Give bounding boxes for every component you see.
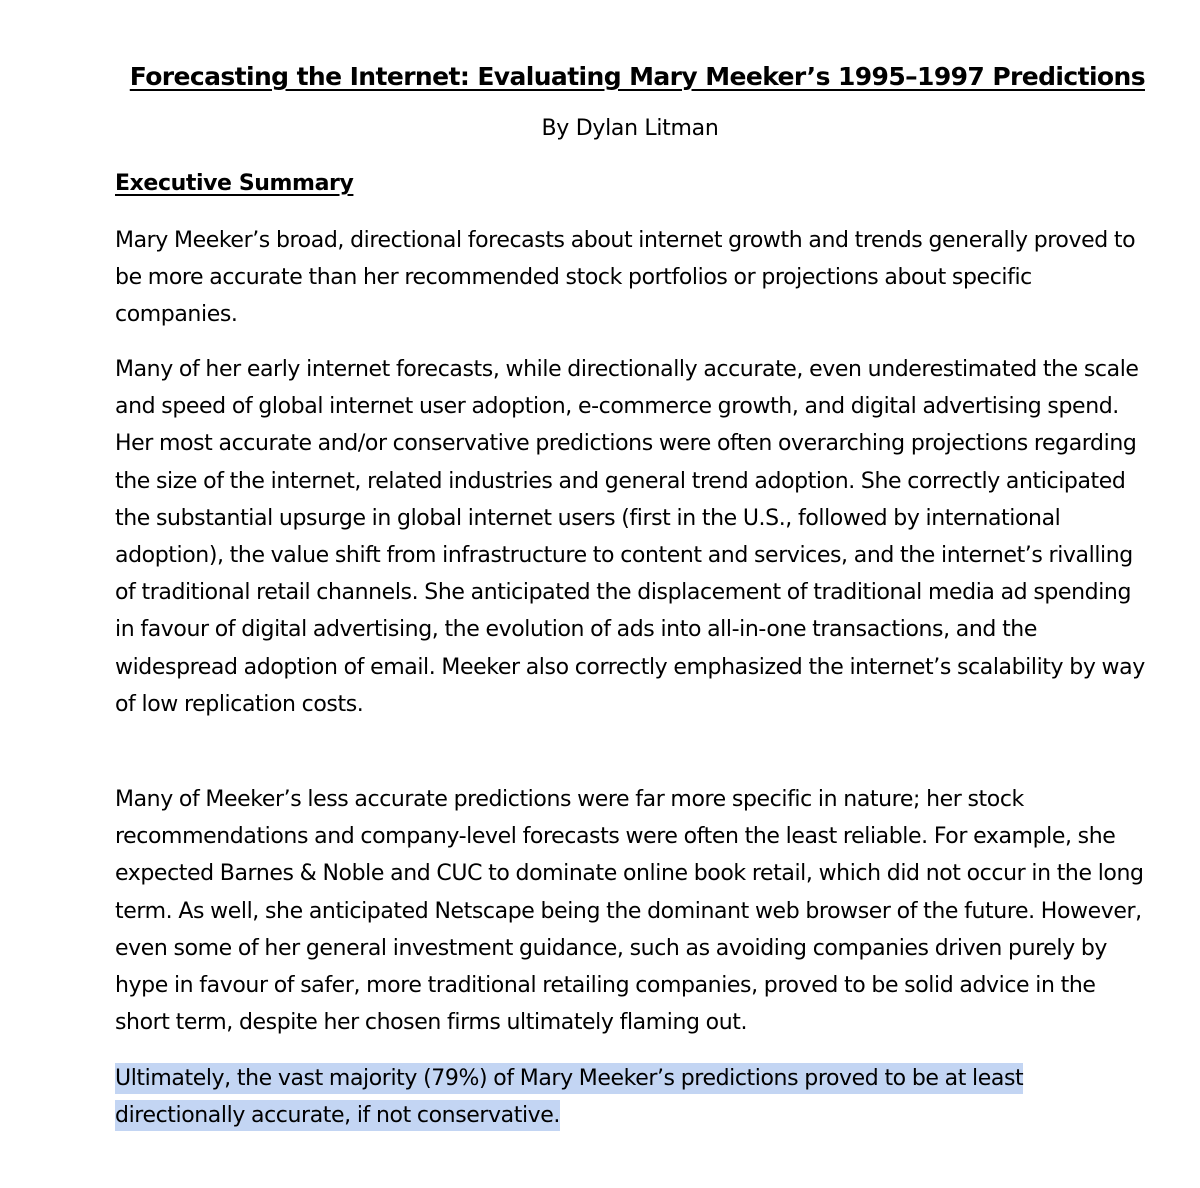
paragraph-4-selected[interactable]	[115, 1060, 1155, 1134]
text-selection-highlight[interactable]: Ultimately, the vast majority (79%) of Mary Meeker’s predictions proved to be at least directionally accurate, if not conservative.	[115, 1063, 1023, 1131]
paragraph-2[interactable]: Many of her early internet forecasts, while directionally accurate, even underestimated the scale and speed of global internet user adoption, e-commerce growth, and digital advertising spend. Her most accurate and/or conservative predictions were often overarching projections regarding the size of the internet, related industries and general trend adoption. She correctly anticipated the substantial upsurge in global internet users (first in the U.S., followed by international adoption), the value shift from infrastructure to content and services, and the internet’s rivalling of traditional retail channels. She anticipated the displacement of traditional media ad spending in favour of digital advertising, the evolution of ads into all-in-one transactions, and the widespread adoption of email. Meeker also correctly emphasized the internet’s scalability by way of low replication costs.	[115, 357, 1145, 717]
author-byline: By Dylan Litman	[541, 116, 719, 141]
paragraph-1[interactable]: Mary Meeker’s broad, directional forecasts about internet growth and trends generally proved to be more accurate than her recommended stock portfolios or projections about specific companies.	[115, 228, 1136, 328]
section-heading: Executive Summary	[115, 171, 354, 196]
paragraph-3[interactable]: Many of Meeker’s less accurate predictions were far more specific in nature; her stock recommendations and company-level forecasts were often the least reliable. For example, she expected Barnes & Noble and CUC to dominate online book retail, which did not occur in the long term. As well, she anticipated Netscape being the dominant web browser of the future. However, even some of her general investment guidance, such as avoiding companies driven purely by hype in favour of safer, more traditional retailing companies, proved to be solid advice in the short term, despite her chosen firms ultimately flaming out.	[115, 787, 1144, 1036]
document-title: Forecasting the Internet: Evaluating Mary Meeker’s 1995–1997 Predictions	[129, 62, 1145, 91]
